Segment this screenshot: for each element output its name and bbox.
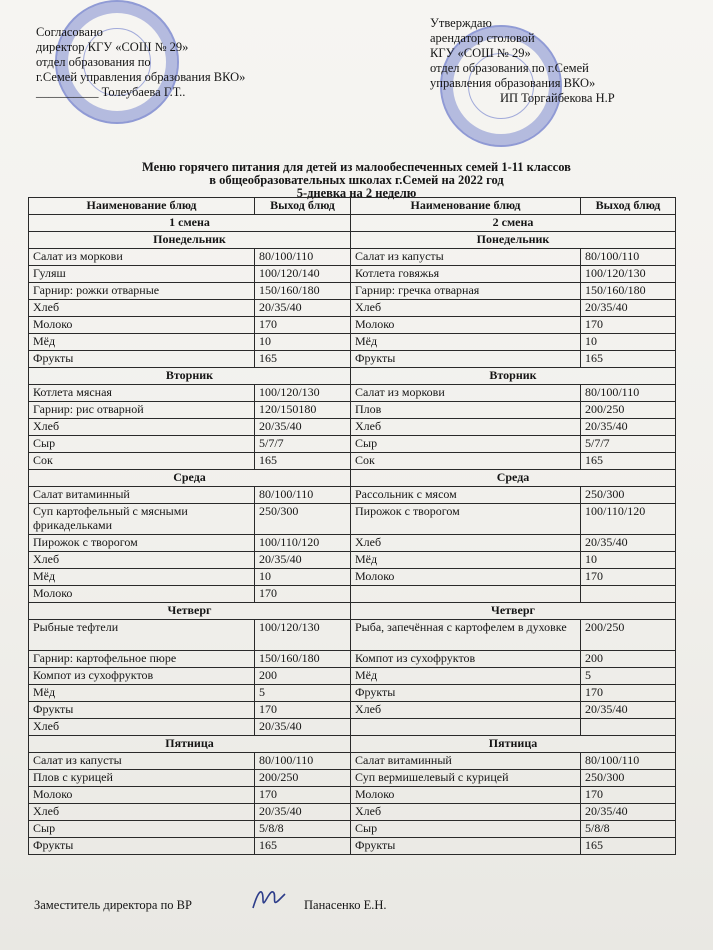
dish-shift1: Хлеб bbox=[29, 419, 255, 436]
dish-shift1: Суп картофельный с мясными фрикадельками bbox=[29, 504, 255, 535]
table-row bbox=[29, 317, 676, 334]
dish-shift1: Сыр bbox=[29, 436, 255, 453]
header-dish-shift1: Наименование блюд bbox=[29, 198, 255, 215]
portion-shift2: 5 bbox=[581, 668, 676, 685]
day-label: Понедельник bbox=[29, 232, 351, 249]
portion-shift1: 170 bbox=[255, 787, 351, 804]
approval-left-line: отдел образования по bbox=[36, 55, 151, 69]
dish-shift2: Фрукты bbox=[351, 351, 581, 368]
portion-shift1: 5 bbox=[255, 685, 351, 702]
table-row bbox=[29, 334, 676, 351]
dish-shift2: Хлеб bbox=[351, 702, 581, 719]
footer bbox=[34, 898, 387, 913]
portion-shift1: 20/35/40 bbox=[255, 719, 351, 736]
portion-shift1: 120/150180 bbox=[255, 402, 351, 419]
header-portion-shift1: Выход блюд bbox=[255, 198, 351, 215]
portion-shift1: 80/100/110 bbox=[255, 249, 351, 266]
dish-shift2 bbox=[351, 586, 581, 603]
table-row bbox=[29, 702, 676, 719]
portion-shift2: 20/35/40 bbox=[581, 300, 676, 317]
dish-shift1: Хлеб bbox=[29, 552, 255, 569]
dish-shift1: Молоко bbox=[29, 317, 255, 334]
dish-shift2: Сыр bbox=[351, 821, 581, 838]
day-label: Вторник bbox=[351, 368, 676, 385]
approval-right-line: арендатор столовой bbox=[430, 31, 535, 45]
approval-right-line: отдел образования по г.Семей bbox=[430, 61, 589, 75]
portion-shift2: 10 bbox=[581, 552, 676, 569]
portion-shift2: 165 bbox=[581, 838, 676, 855]
dish-shift1: Фрукты bbox=[29, 702, 255, 719]
portion-shift1: 80/100/110 bbox=[255, 487, 351, 504]
dish-shift1: Молоко bbox=[29, 787, 255, 804]
day-label: Пятница bbox=[351, 736, 676, 753]
dish-shift1: Компот из сухофруктов bbox=[29, 668, 255, 685]
dish-shift2: Салат витаминный bbox=[351, 753, 581, 770]
table-row bbox=[29, 385, 676, 402]
dish-shift2: Молоко bbox=[351, 787, 581, 804]
day-label: Пятница bbox=[29, 736, 351, 753]
dish-shift1: Хлеб bbox=[29, 300, 255, 317]
day-label: Среда bbox=[351, 470, 676, 487]
menu-week-label: 5-дневка на 2 неделю bbox=[296, 186, 417, 200]
day-row bbox=[29, 470, 676, 487]
dish-shift1: Хлеб bbox=[29, 804, 255, 821]
table-row bbox=[29, 402, 676, 419]
portion-shift2: 250/300 bbox=[581, 487, 676, 504]
portion-shift1: 150/160/180 bbox=[255, 651, 351, 668]
table-row bbox=[29, 266, 676, 283]
table-row bbox=[29, 535, 676, 552]
dish-shift2: Плов bbox=[351, 402, 581, 419]
dish-shift1: Фрукты bbox=[29, 351, 255, 368]
dish-shift1: Гарнир: рожки отварные bbox=[29, 283, 255, 300]
table-header-row bbox=[29, 198, 676, 215]
dish-shift2: Фрукты bbox=[351, 685, 581, 702]
day-row bbox=[29, 736, 676, 753]
portion-shift2: 170 bbox=[581, 685, 676, 702]
dish-shift2: Пирожок с творогом bbox=[351, 504, 581, 535]
dish-shift2: Хлеб bbox=[351, 804, 581, 821]
day-label: Понедельник bbox=[351, 232, 676, 249]
portion-shift1: 250/300 bbox=[255, 504, 351, 535]
portion-shift1: 20/35/40 bbox=[255, 300, 351, 317]
table-row bbox=[29, 552, 676, 569]
dish-shift1: Салат из моркови bbox=[29, 249, 255, 266]
portion-shift2: 165 bbox=[581, 351, 676, 368]
portion-shift2: 20/35/40 bbox=[581, 804, 676, 821]
portion-shift2: 100/110/120 bbox=[581, 504, 676, 535]
approval-left-line: Согласовано bbox=[36, 25, 103, 39]
portion-shift1: 100/120/130 bbox=[255, 385, 351, 402]
table-row bbox=[29, 351, 676, 368]
portion-shift1: 100/110/120 bbox=[255, 535, 351, 552]
dish-shift2: Мёд bbox=[351, 552, 581, 569]
portion-shift1: 20/35/40 bbox=[255, 804, 351, 821]
table-row bbox=[29, 586, 676, 603]
table-row bbox=[29, 651, 676, 668]
portion-shift1: 5/8/8 bbox=[255, 821, 351, 838]
portion-shift2: 10 bbox=[581, 334, 676, 351]
table-row bbox=[29, 453, 676, 470]
portion-shift1: 170 bbox=[255, 702, 351, 719]
day-label: Четверг bbox=[351, 603, 676, 620]
portion-shift1: 100/120/130 bbox=[255, 620, 351, 651]
dish-shift2: Рыба, запечённая с картофелем в духовке bbox=[351, 620, 581, 651]
table-row bbox=[29, 838, 676, 855]
dish-shift2: Фрукты bbox=[351, 838, 581, 855]
dish-shift1: Молоко bbox=[29, 586, 255, 603]
menu-title: Меню горячего питания для детей из малообеспеченных семей 1-11 классов bbox=[142, 160, 571, 174]
table-row bbox=[29, 487, 676, 504]
portion-shift2: 80/100/110 bbox=[581, 753, 676, 770]
portion-shift1: 170 bbox=[255, 317, 351, 334]
header-portion-shift2: Выход блюд bbox=[581, 198, 676, 215]
approval-left-block bbox=[36, 25, 245, 100]
approval-left-signature: __________ Толеубаева Г.Т.. bbox=[36, 85, 186, 99]
day-row bbox=[29, 232, 676, 249]
portion-shift2: 80/100/110 bbox=[581, 249, 676, 266]
portion-shift2: 20/35/40 bbox=[581, 702, 676, 719]
table-row bbox=[29, 804, 676, 821]
dish-shift1: Плов с курицей bbox=[29, 770, 255, 787]
dish-shift2: Компот из сухофруктов bbox=[351, 651, 581, 668]
dish-shift1: Рыбные тефтели bbox=[29, 620, 255, 651]
dish-shift1: Котлета мясная bbox=[29, 385, 255, 402]
dish-shift1: Салат витаминный bbox=[29, 487, 255, 504]
portion-shift1: 165 bbox=[255, 351, 351, 368]
portion-shift1: 5/7/7 bbox=[255, 436, 351, 453]
portion-shift2: 250/300 bbox=[581, 770, 676, 787]
table-row bbox=[29, 719, 676, 736]
portion-shift2: 170 bbox=[581, 569, 676, 586]
portion-shift2 bbox=[581, 719, 676, 736]
portion-shift1: 20/35/40 bbox=[255, 552, 351, 569]
portion-shift1: 200 bbox=[255, 668, 351, 685]
approval-left-line: директор КГУ «СОШ № 29» bbox=[36, 40, 189, 54]
approval-right-line: КГУ «СОШ № 29» bbox=[430, 46, 531, 60]
dish-shift2 bbox=[351, 719, 581, 736]
dish-shift2: Мёд bbox=[351, 334, 581, 351]
shift2-label: 2 смена bbox=[351, 215, 676, 232]
approval-right-signature: ИП Торгайбекова Н.Р bbox=[500, 91, 615, 105]
table-row bbox=[29, 249, 676, 266]
portion-shift2: 170 bbox=[581, 787, 676, 804]
dish-shift1: Мёд bbox=[29, 334, 255, 351]
dish-shift2: Мёд bbox=[351, 668, 581, 685]
shift1-label: 1 смена bbox=[29, 215, 351, 232]
table-row bbox=[29, 770, 676, 787]
dish-shift2: Молоко bbox=[351, 569, 581, 586]
portion-shift1: 10 bbox=[255, 334, 351, 351]
dish-shift2: Хлеб bbox=[351, 419, 581, 436]
dish-shift1: Сок bbox=[29, 453, 255, 470]
portion-shift2: 200 bbox=[581, 651, 676, 668]
day-label: Среда bbox=[29, 470, 351, 487]
approval-right-line: управления образования ВКО» bbox=[430, 76, 596, 90]
dish-shift1: Салат из капусты bbox=[29, 753, 255, 770]
portion-shift1: 100/120/140 bbox=[255, 266, 351, 283]
approval-right-block bbox=[430, 16, 615, 106]
dish-shift1: Пирожок с творогом bbox=[29, 535, 255, 552]
menu-table-body bbox=[29, 215, 676, 855]
dish-shift2: Сыр bbox=[351, 436, 581, 453]
dish-shift1: Хлеб bbox=[29, 719, 255, 736]
day-label: Четверг bbox=[29, 603, 351, 620]
table-row bbox=[29, 419, 676, 436]
portion-shift2 bbox=[581, 586, 676, 603]
table-row bbox=[29, 787, 676, 804]
portion-shift2: 165 bbox=[581, 453, 676, 470]
day-row bbox=[29, 603, 676, 620]
approval-right-line: Утверждаю bbox=[430, 16, 492, 30]
portion-shift1: 165 bbox=[255, 453, 351, 470]
portion-shift2: 20/35/40 bbox=[581, 535, 676, 552]
portion-shift1: 80/100/110 bbox=[255, 753, 351, 770]
dish-shift2: Котлета говяжья bbox=[351, 266, 581, 283]
portion-shift1: 10 bbox=[255, 569, 351, 586]
table-row bbox=[29, 436, 676, 453]
footer-role: Заместитель директора по ВР bbox=[34, 898, 192, 912]
portion-shift1: 150/160/180 bbox=[255, 283, 351, 300]
portion-shift2: 200/250 bbox=[581, 620, 676, 651]
signature-icon bbox=[249, 886, 289, 912]
dish-shift1: Мёд bbox=[29, 569, 255, 586]
dish-shift1: Гуляш bbox=[29, 266, 255, 283]
dish-shift2: Хлеб bbox=[351, 300, 581, 317]
footer-name: Панасенко Е.Н. bbox=[304, 898, 387, 912]
portion-shift2: 20/35/40 bbox=[581, 419, 676, 436]
portion-shift1: 200/250 bbox=[255, 770, 351, 787]
dish-shift1: Фрукты bbox=[29, 838, 255, 855]
dish-shift2: Салат из моркови bbox=[351, 385, 581, 402]
portion-shift2: 5/8/8 bbox=[581, 821, 676, 838]
table-row bbox=[29, 569, 676, 586]
portion-shift2: 150/160/180 bbox=[581, 283, 676, 300]
dish-shift2: Салат из капусты bbox=[351, 249, 581, 266]
approval-left-line: г.Семей управления образования ВКО» bbox=[36, 70, 246, 84]
table-row bbox=[29, 504, 676, 535]
shift-row bbox=[29, 215, 676, 232]
portion-shift1: 165 bbox=[255, 838, 351, 855]
dish-shift2: Хлеб bbox=[351, 535, 581, 552]
table-row bbox=[29, 668, 676, 685]
dish-shift1: Гарнир: рис отварной bbox=[29, 402, 255, 419]
dish-shift2: Суп вермишелевый с курицей bbox=[351, 770, 581, 787]
day-label: Вторник bbox=[29, 368, 351, 385]
dish-shift2: Сок bbox=[351, 453, 581, 470]
dish-shift1: Гарнир: картофельное пюре bbox=[29, 651, 255, 668]
header-dish-shift2: Наименование блюд bbox=[351, 198, 581, 215]
table-row bbox=[29, 620, 676, 651]
portion-shift2: 170 bbox=[581, 317, 676, 334]
dish-shift2: Молоко bbox=[351, 317, 581, 334]
table-row bbox=[29, 685, 676, 702]
portion-shift2: 200/250 bbox=[581, 402, 676, 419]
table-row bbox=[29, 821, 676, 838]
dish-shift2: Рассольник с мясом bbox=[351, 487, 581, 504]
table-row bbox=[29, 753, 676, 770]
dish-shift1: Сыр bbox=[29, 821, 255, 838]
portion-shift1: 20/35/40 bbox=[255, 419, 351, 436]
dish-shift1: Мёд bbox=[29, 685, 255, 702]
menu-subtitle: в общеобразовательных школах г.Семей на 2022 год bbox=[209, 173, 504, 187]
dish-shift2: Гарнир: гречка отварная bbox=[351, 283, 581, 300]
portion-shift2: 80/100/110 bbox=[581, 385, 676, 402]
day-row bbox=[29, 368, 676, 385]
table-row bbox=[29, 283, 676, 300]
menu-table bbox=[28, 197, 676, 855]
portion-shift2: 100/120/130 bbox=[581, 266, 676, 283]
portion-shift2: 5/7/7 bbox=[581, 436, 676, 453]
table-row bbox=[29, 300, 676, 317]
portion-shift1: 170 bbox=[255, 586, 351, 603]
